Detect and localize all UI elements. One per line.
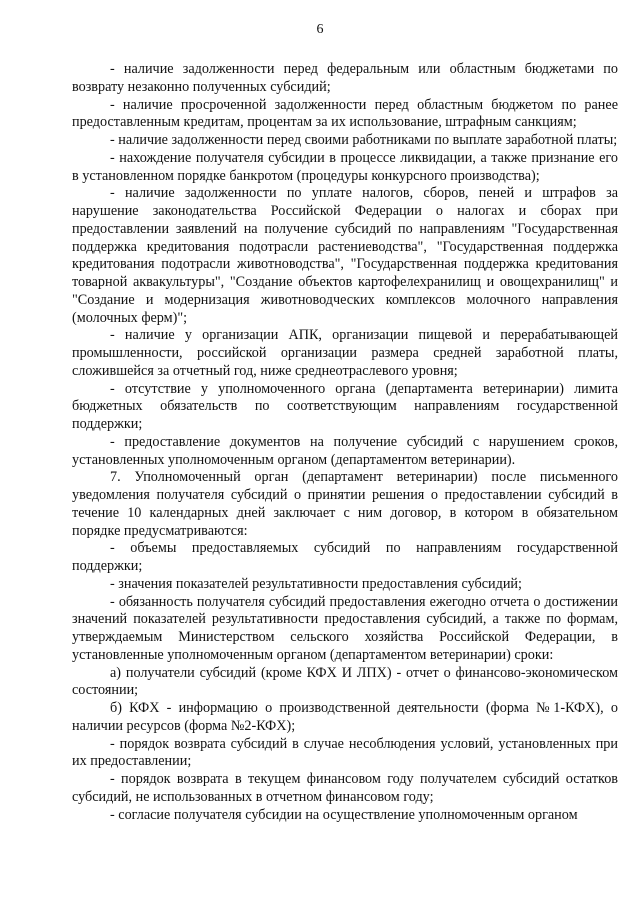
paragraph: - наличие у организации АПК, организации пищевой и перерабатывающей промышленности, российской организации размера средней заработной платы, сложившейся за отчетный год, ниже среднеотраслевого уровня;	[72, 327, 618, 379]
document-body	[72, 61, 618, 824]
paragraph: - нахождение получателя субсидии в процессе ликвидации, а также признание его в установленном порядке банкротом (процедуры конкурсного производства);	[72, 149, 618, 184]
paragraph: - порядок возврата в текущем финансовом году получателем субсидий остатков субсидий, не использованных в отчетном финансовом году;	[72, 771, 618, 805]
paragraph: - объемы предоставляемых субсидий по направлениям государственной поддержки;	[72, 540, 618, 574]
page-number: 6	[316, 22, 324, 37]
paragraph: - порядок возврата субсидий в случае несоблюдения условий, установленных при их предоставлении;	[72, 735, 618, 770]
paragraph: - значения показателей результативности предоставления субсидий;	[110, 575, 522, 592]
paragraph: - отсутствие у уполномоченного органа (департамента ветеринарии) лимита бюджетных обязательств по соответствующим направлениям государственной поддержки;	[72, 380, 618, 432]
paragraph: 7. Уполномоченный орган (департамент ветеринарии) после письменного уведомления получателя субсидий о принятии решения о предоставлении субсидий в течение 10 календарных дней заключает с ним договор, в котором в обязательном порядке предусматриваются:	[72, 469, 618, 539]
paragraph: - обязанность получателя субсидий предоставления ежегодно отчета о достижении значений показателей результативности предоставления субсидий, а также по формам, утверждаемым Министерством сельского хозяйства Российской Федерации, в установленные уполномоченным органом (департаментом ветеринарии) сроки:	[72, 593, 618, 663]
paragraph: б) КФХ - информацию о производственной деятельности (форма №1-КФХ), о наличии ресурсов (форма №2-КФХ);	[72, 700, 618, 734]
paragraph: - предоставление документов на получение субсидий с нарушением сроков, установленных уполномоченным органом (департаментом ветеринарии).	[72, 433, 618, 468]
paragraph: - наличие задолженности перед федеральным или областным бюджетами по возврату незаконно полученных субсидий;	[72, 61, 618, 95]
paragraph: - наличие задолженности по уплате налогов, сборов, пеней и штрафов за нарушение законодательства Российской Федерации о налогах и сборах при предоставлении заявлений на получение субсидий по направлениям "Государственная поддержка кредитования подотрасли растениеводства", "Государственная поддержка кредитования подотрасли животноводства", "Государственная поддержка кредитования товарной аквакультуры", "Создание объектов картофелехранилищ и овощехранилищ" и "Создание и модернизация животноводческих комплексов молочного направления (молочных ферм)";	[72, 185, 618, 326]
paragraph: а) получатели субсидий (кроме КФХ И ЛПХ) - отчет о финансово-экономическом состоянии;	[72, 664, 618, 699]
paragraph: - наличие задолженности перед своими работниками по выплате заработной платы;	[110, 132, 618, 148]
paragraph: - согласие получателя субсидии на осуществление уполномоченным органом	[110, 806, 578, 823]
paragraph: - наличие просроченной задолженности перед областным бюджетом по ранее предоставленным кредитам, процентам за их использование, штрафным санкциям;	[72, 96, 618, 131]
